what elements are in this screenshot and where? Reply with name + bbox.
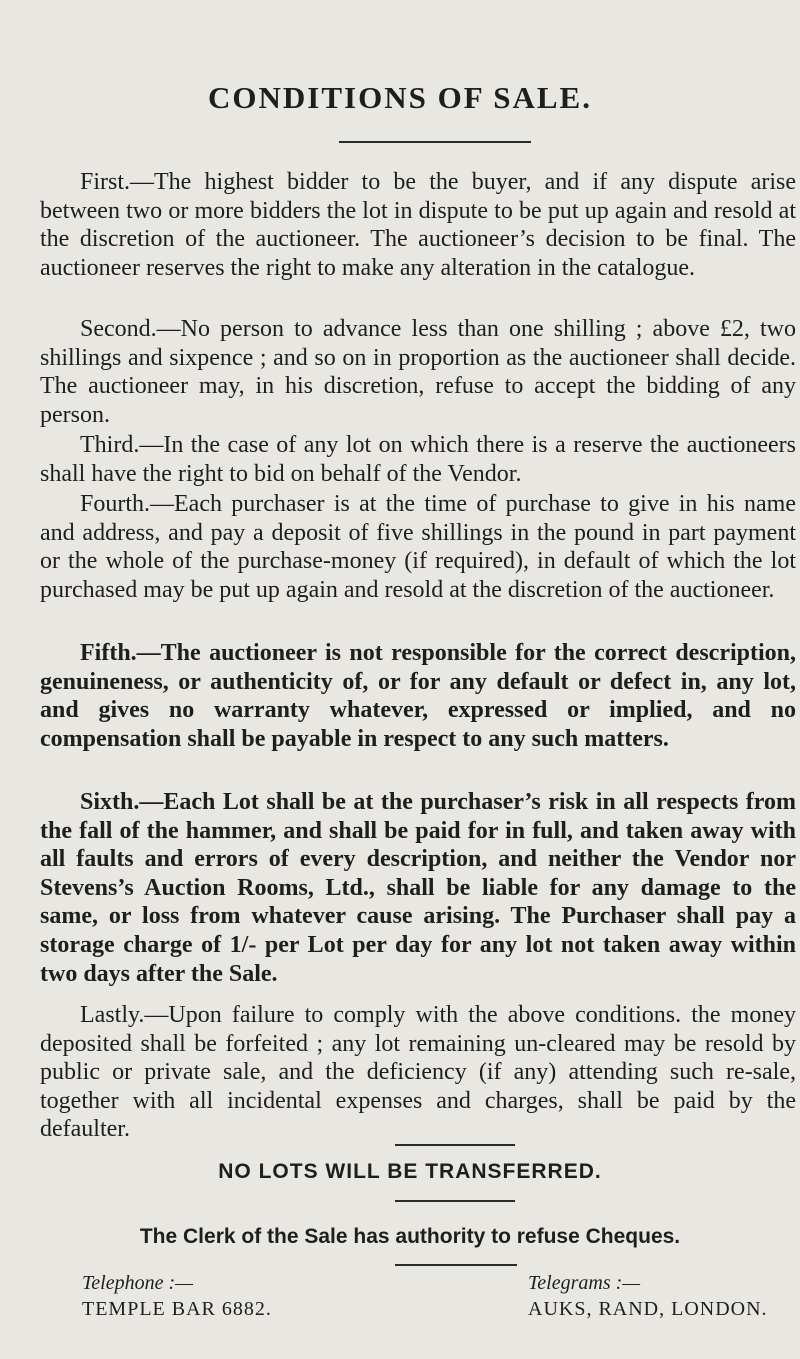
title-divider	[339, 141, 531, 143]
contact-divider	[395, 1264, 517, 1266]
condition-sixth: Sixth.—Each Lot shall be at the purchaser’s risk in all respects from the fall of the hammer, and shall be paid for in full, and taken away with all faults and errors of every description, and neither the Vendor nor Stevens’s Auction Rooms, Ltd., shall be liable for any damage to the same, or loss from whatever cause arising. The Purchaser shall pay a storage charge of 1/- per Lot per day for any lot not taken away within two days after the Sale.	[40, 789, 796, 987]
notice-divider-top	[395, 1144, 515, 1146]
notice-divider-bottom	[395, 1200, 515, 1202]
telegrams-address: AUKS, RAND, LONDON.	[528, 1298, 768, 1320]
condition-fifth: Fifth.—The auctioneer is not responsible for the correct description, genuineness, or authenticity of, or for any default or defect in, any lot, and gives no warranty whatever, expressed or implied, and no compensation shall be payable in respect to any such matters.	[40, 640, 796, 752]
telephone-number: TEMPLE BAR 6882.	[82, 1298, 272, 1320]
telephone-block	[82, 1270, 272, 1322]
condition-second: Second.—No person to advance less than one shilling ; above £2, two shillings and sixpence ; and so on in proportion as the auctioneer shall decide. The auctioneer may, in his discretion, refuse to accept the bidding of any person.	[40, 316, 796, 428]
condition-lastly: Lastly.—Upon failure to comply with the above conditions. the money deposited shall be forfeited ; any lot remaining un-cleared may be resold by public or private sale, and the deficiency (if any) attending such re-sale, together with all incidental expenses and charges, shall be paid by the defaulter.	[40, 1002, 796, 1143]
page-title: CONDITIONS OF SALE.	[208, 80, 592, 115]
no-transfer-notice: NO LOTS WILL BE TRANSFERRED.	[218, 1160, 602, 1183]
cheques-notice: The Clerk of the Sale has authority to refuse Cheques.	[139, 1225, 681, 1248]
telegrams-block	[528, 1270, 768, 1322]
condition-first: First.—The highest bidder to be the buyer, and if any dispute arise between two or more bidders the lot in dispute to be put up again and resold at the discretion of the auctioneer. The auctioneer’s decision to be final. The auctioneer reserves the right to make any alteration in the catalogue.	[40, 169, 796, 281]
condition-third: Third.—In the case of any lot on which there is a reserve the auctioneers shall have the right to bid on behalf of the Vendor.	[40, 432, 796, 487]
telegrams-label: Telegrams :—	[528, 1272, 641, 1294]
telephone-label: Telephone :—	[82, 1272, 193, 1294]
condition-fourth: Fourth.—Each purchaser is at the time of purchase to give in his name and address, and pay a deposit of five shillings in the pound in part payment or the whole of the purchase-money (if required), in default of which the lot purchased may be put up again and resold at the discretion of the auctioneer.	[40, 491, 796, 603]
